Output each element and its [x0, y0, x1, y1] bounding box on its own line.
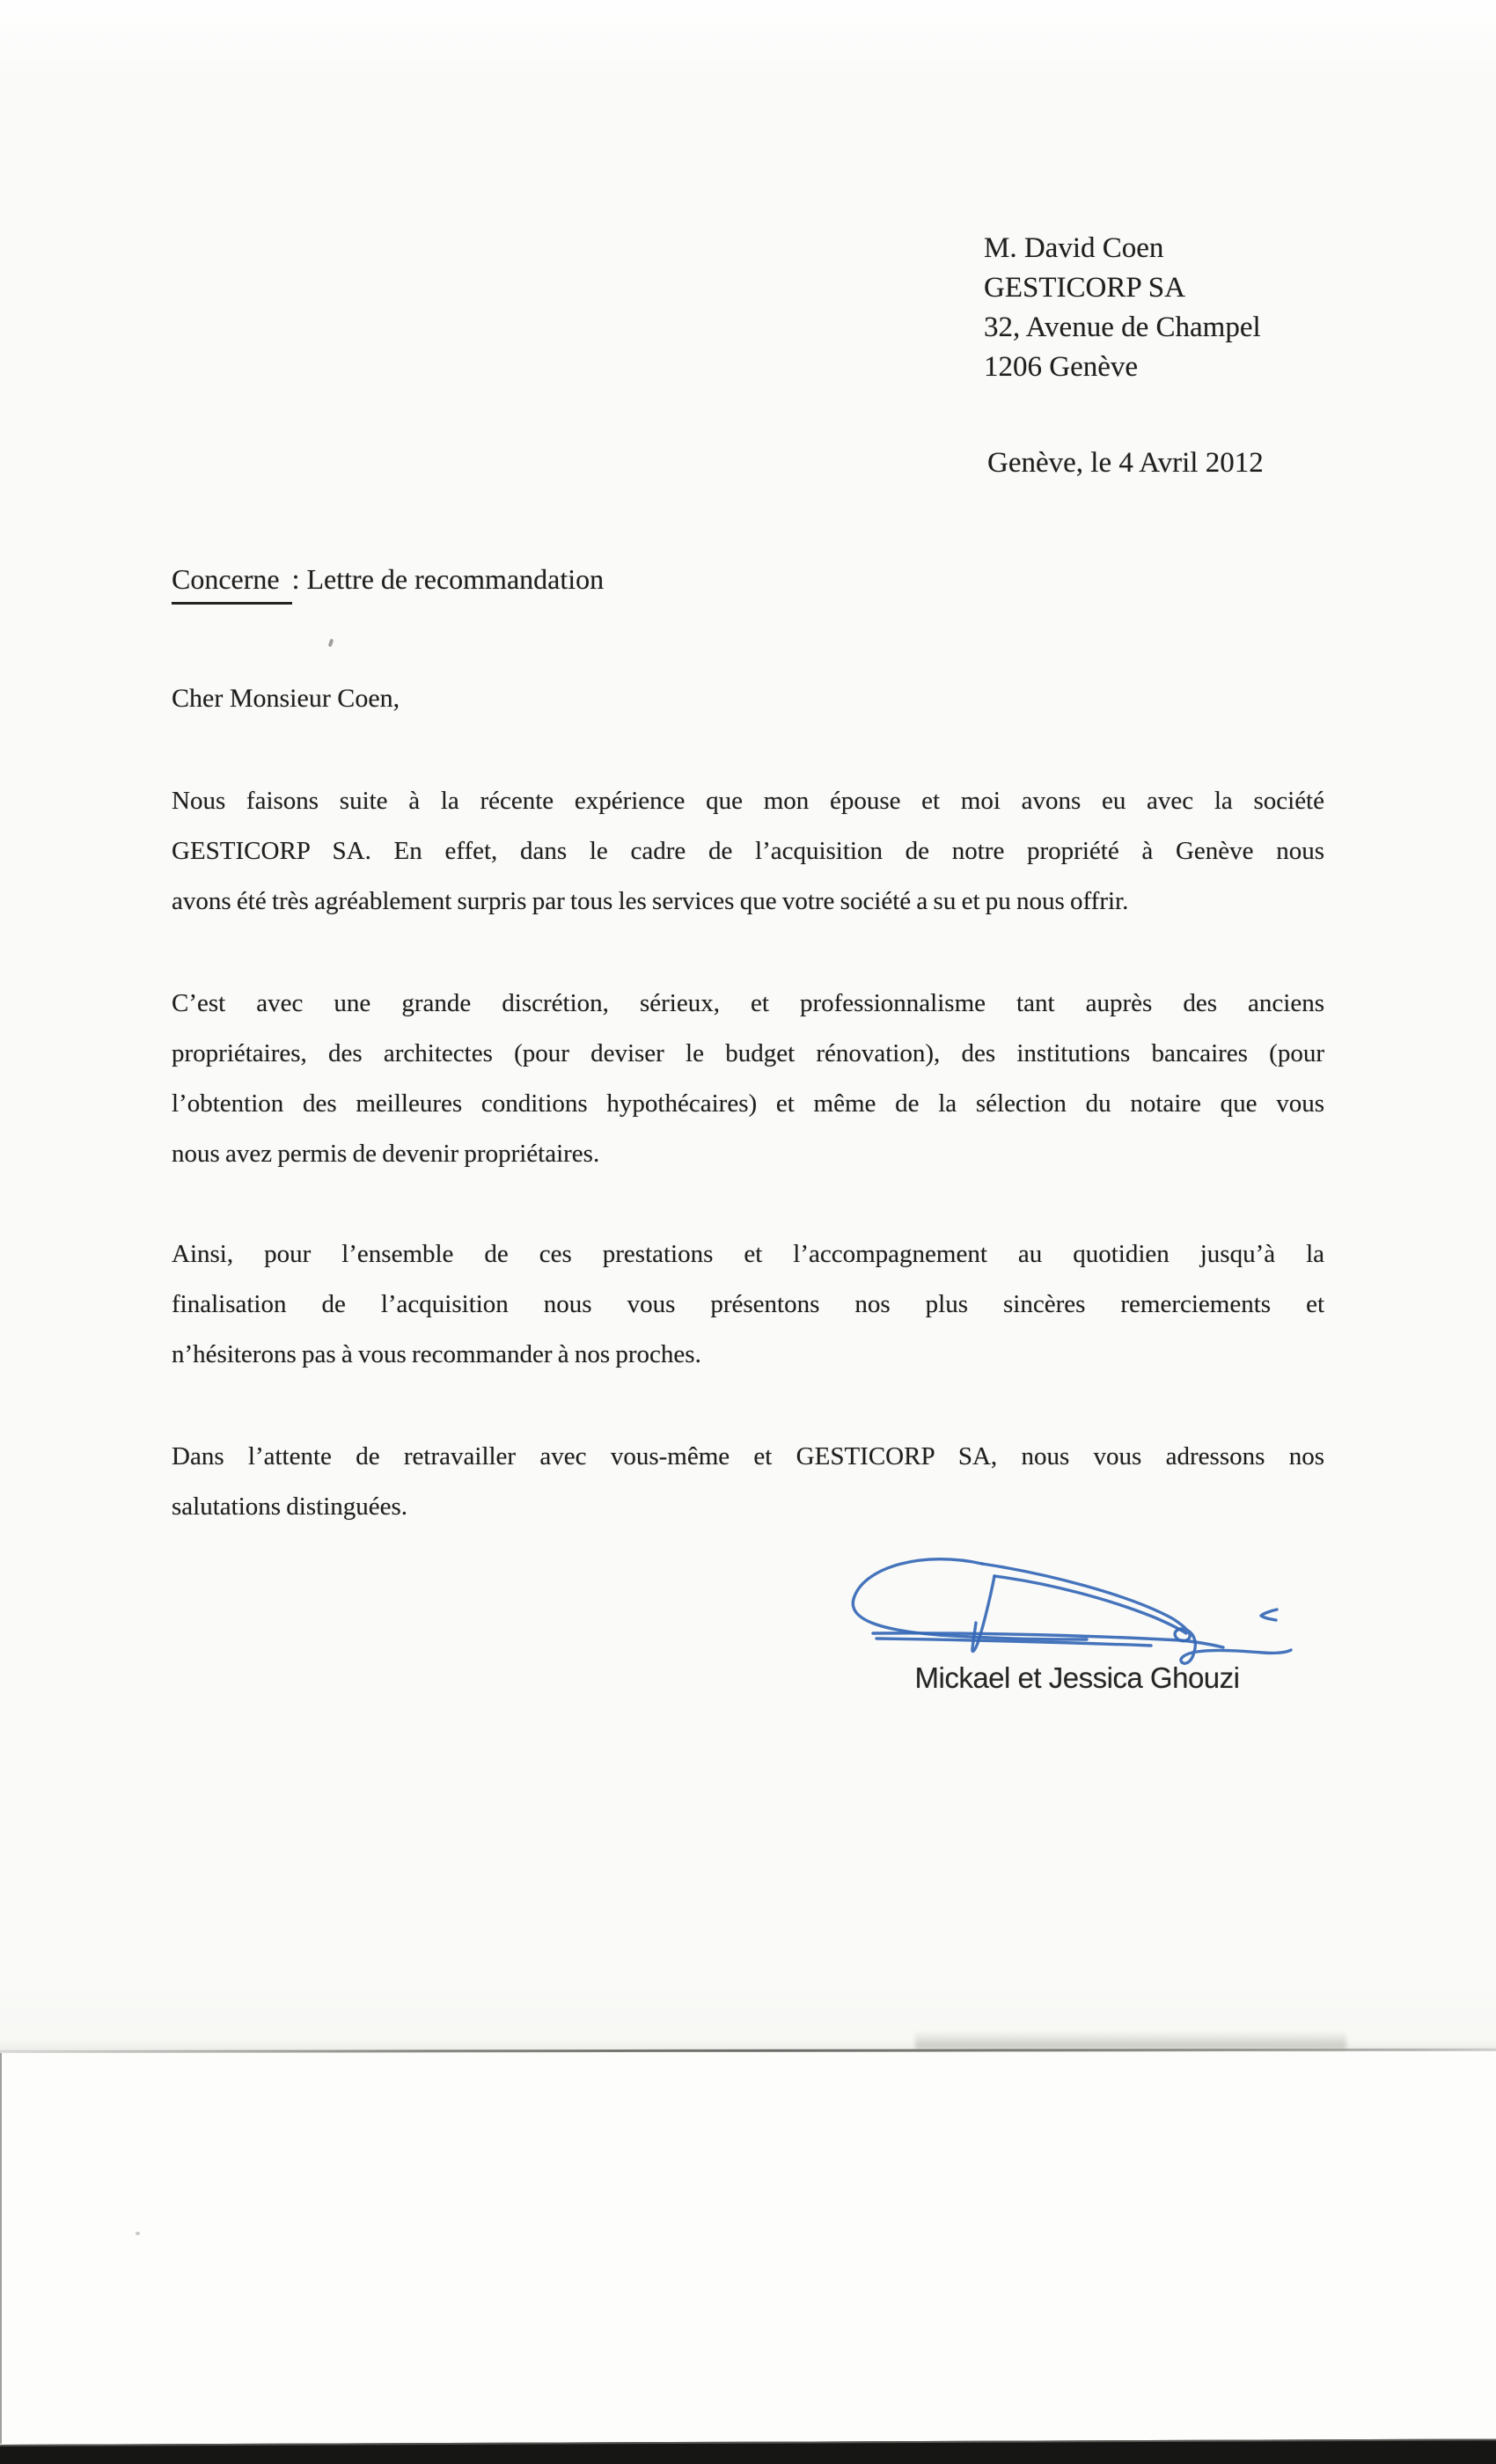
recipient-line: 1206 Genève — [984, 351, 1139, 383]
paragraph-line: salutations distinguées. — [172, 1492, 408, 1521]
paragraph-line: Nous faisons suite à la récente expérience que mon épouse et moi avons eu avec la société — [172, 787, 1324, 815]
salutation: Cher Monsieur Coen, — [172, 684, 400, 713]
recipient-address-block — [984, 229, 1261, 387]
scan-speck — [328, 639, 334, 648]
paragraph-4 — [172, 1432, 1324, 1532]
paragraph-line: Ainsi, pour l’ensemble de ces prestations et l’accompagnement au quotidien jusqu’à la — [172, 1240, 1324, 1268]
subject-rest: : Lettre de recommandation — [291, 563, 605, 595]
signature-stroke-flourish — [1261, 1610, 1277, 1620]
subject-label: Concerne — [172, 560, 292, 605]
scan-speck — [136, 2232, 140, 2235]
recipient-line: M. David Coen — [984, 232, 1164, 264]
signature-stroke-sweep — [982, 1564, 1291, 1663]
signature-stroke-ellipse — [853, 1559, 1087, 1639]
recipient-line: GESTICORP SA — [984, 272, 1185, 304]
paragraph-line: l’obtention des meilleures conditions hypothécaires) et même de la sélection du notaire que vous — [172, 1089, 1324, 1118]
scanner-left-edge-line — [0, 2053, 2, 2444]
paper-edge-smudge — [915, 2031, 1346, 2050]
paragraph-line: finalisation de l’acquisition nous vous présentons nos plus sincères remerciements et — [172, 1290, 1324, 1318]
paragraph-line: Dans l’attente de retravailler avec vous-même et GESTICORP SA, nous vous adressons nos — [172, 1442, 1324, 1470]
paragraph-line: GESTICORP SA. En effet, dans le cadre de l’acquisition de notre propriété à Genève nous — [172, 837, 1324, 865]
paragraph-3 — [172, 1229, 1324, 1380]
scanner-background — [0, 2053, 1496, 2445]
paragraph-line: propriétaires, des architectes (pour deviser le budget rénovation), des institutions bancaires (pour — [172, 1039, 1324, 1067]
subject-line — [172, 560, 604, 605]
signature-name: Mickael et Jessica Ghouzi — [914, 1661, 1240, 1694]
paragraph-line: n’hésiterons pas à vous recommander à nos proches. — [172, 1340, 701, 1368]
signature-stroke-diagonal — [994, 1576, 1186, 1633]
paragraph-line: C’est avec une grande discrétion, sérieux, et professionnalisme tant auprès des anciens — [172, 989, 1324, 1017]
scan-light-sheen — [0, 0, 1496, 79]
paragraph-2 — [172, 979, 1324, 1179]
date-line: Genève, le 4 Avril 2012 — [987, 447, 1264, 479]
paragraph-line: avons été très agréablement surpris par tous les services que votre société a su et pu nous offrir. — [172, 887, 1129, 915]
paragraph-1 — [172, 776, 1324, 927]
paragraph-line: nous avez permis de devenir propriétaires. — [172, 1140, 600, 1168]
recipient-line: 32, Avenue de Champel — [984, 312, 1261, 343]
